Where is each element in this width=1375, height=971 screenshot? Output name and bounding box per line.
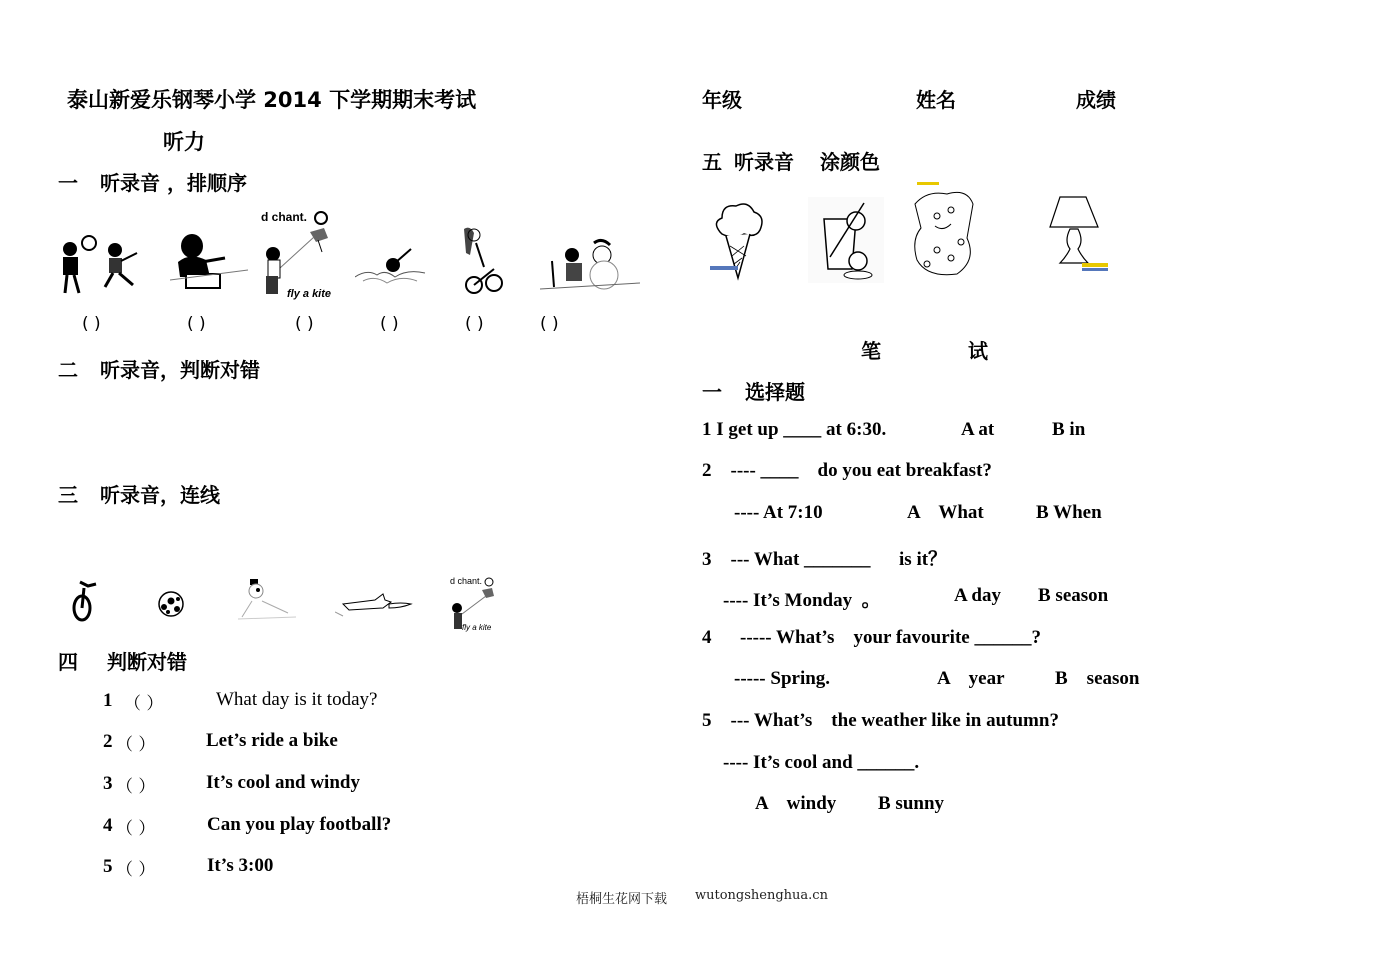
mc-q2-option-b[interactable]: B When: [1036, 502, 1102, 523]
tf-item-3-text: It’s cool and windy: [206, 772, 360, 793]
tf-item-4-number: 4: [103, 815, 113, 836]
tf-item-3-number: 3: [103, 773, 113, 794]
tf-item-4-blank[interactable]: （ ）: [116, 819, 156, 839]
mc-q5-option-a[interactable]: A windy: [755, 793, 837, 814]
ice-cream-picture: [708, 196, 768, 282]
mc-q2-option-a[interactable]: A What: [907, 502, 984, 523]
mc-q1-stem: 1 I get up ____ at 6:30.: [702, 419, 887, 440]
footer-site-name: 梧桐生花网下载: [576, 892, 668, 907]
order-blank-5[interactable]: ( ): [465, 314, 484, 334]
written-part1-heading: 选择题: [745, 380, 805, 404]
fly-a-kite-picture: [258, 210, 348, 298]
tf-item-4-text: Can you play football?: [207, 814, 392, 835]
tf-item-1-text: What day is it today?: [216, 689, 378, 710]
girl-riding-bike-picture: [460, 225, 505, 297]
mc-q2-answer-line: ---- At 7:10: [734, 502, 823, 523]
tf-item-5-blank[interactable]: （ ）: [116, 860, 156, 880]
mc-q4-answer-line: ----- Spring.: [734, 668, 831, 689]
mc-q4-option-b[interactable]: B season: [1055, 668, 1140, 689]
order-blank-4[interactable]: ( ): [380, 314, 399, 334]
part4-heading: 判断对错: [107, 650, 187, 674]
tf-item-2-text: Let’s ride a bike: [206, 730, 338, 751]
order-blank-3[interactable]: ( ): [295, 314, 314, 334]
tf-item-2-number: 2: [103, 731, 113, 752]
part5-heading-2: 涂颜色: [820, 150, 880, 174]
airplane-picture: [335, 590, 415, 620]
mc-q4-stem: 4 ----- What’s your favourite ______?: [702, 627, 1041, 648]
score-label: 成绩: [1076, 88, 1116, 112]
part1-number: 一: [58, 171, 78, 195]
kite-caption-top: d chant.: [261, 210, 308, 224]
swimming-picture: [355, 245, 427, 295]
written-title-left: 笔: [861, 339, 881, 363]
tf-item-2-blank[interactable]: （ ）: [116, 735, 156, 755]
mc-q3-option-b[interactable]: B season: [1038, 585, 1109, 606]
kids-building-snowman-picture: [540, 237, 640, 297]
kite2-caption-top: d chant.: [450, 576, 483, 586]
written-title-right: 试: [968, 339, 988, 363]
mc-q5-option-b[interactable]: B sunny: [878, 793, 945, 814]
part3-number: 三: [58, 483, 78, 507]
tf-item-3-blank[interactable]: （ ）: [116, 777, 156, 797]
footer-site-url[interactable]: wutongshenghua.cn: [695, 888, 828, 903]
bike-picture: [68, 578, 104, 622]
snowman-picture: [238, 577, 298, 622]
mc-q5-answer-line: ---- It’s cool and ______.: [723, 752, 920, 773]
order-blank-2[interactable]: ( ): [187, 314, 206, 334]
part3-heading: 听录音，连线: [100, 483, 220, 507]
mc-q5-stem: 5 --- What’s the weather like in autumn?: [702, 710, 1059, 731]
mc-q2-stem: 2 ---- ____ do you eat breakfast?: [702, 460, 992, 481]
part2-heading: 听录音，判断对错: [100, 358, 260, 382]
kids-playing-football-picture: [55, 225, 150, 300]
kite-caption-bottom: fly a kite: [287, 288, 332, 300]
football-picture: [157, 590, 185, 618]
written-part1-number: 一: [702, 380, 722, 404]
mc-q3-option-a[interactable]: A day: [954, 585, 1001, 606]
tf-item-1-blank[interactable]: （ ）: [124, 694, 164, 714]
mc-q4-option-a[interactable]: A year: [937, 668, 1005, 689]
kite2-caption-bottom: fly a kite: [462, 623, 492, 632]
tf-item-1-number: 1: [103, 690, 113, 711]
lamp-picture: [1046, 193, 1112, 273]
listening-section-title: 听力: [163, 130, 205, 154]
tf-item-5-number: 5: [103, 856, 113, 877]
part5-heading: 听录音: [734, 150, 794, 174]
part1-heading: 听录音 ，排顺序: [100, 171, 247, 195]
mc-q1-option-b[interactable]: B in: [1052, 419, 1086, 440]
cartoon-character-picture: [907, 180, 982, 280]
order-blank-6[interactable]: ( ): [540, 314, 559, 334]
tf-item-5-text: It’s 3:00: [207, 855, 274, 876]
child-drawing-picture: [170, 232, 250, 297]
mc-q1-option-a[interactable]: A at: [961, 419, 995, 440]
order-blank-1[interactable]: ( ): [82, 314, 101, 334]
name-label: 姓名: [916, 88, 956, 112]
mc-q3-stem: 3 --- What _______ is it？: [702, 549, 948, 570]
exam-title: 泰山新爱乐钢琴小学 2014 下学期期末考试: [67, 88, 477, 112]
grade-label: 年级: [702, 88, 742, 112]
part2-number: 二: [58, 358, 78, 382]
juice-glass-picture: [808, 197, 884, 283]
part5-number: 五: [702, 150, 722, 174]
mc-q3-answer-line: ---- It’s Monday 。: [723, 590, 881, 611]
part4-number: 四: [58, 650, 78, 674]
